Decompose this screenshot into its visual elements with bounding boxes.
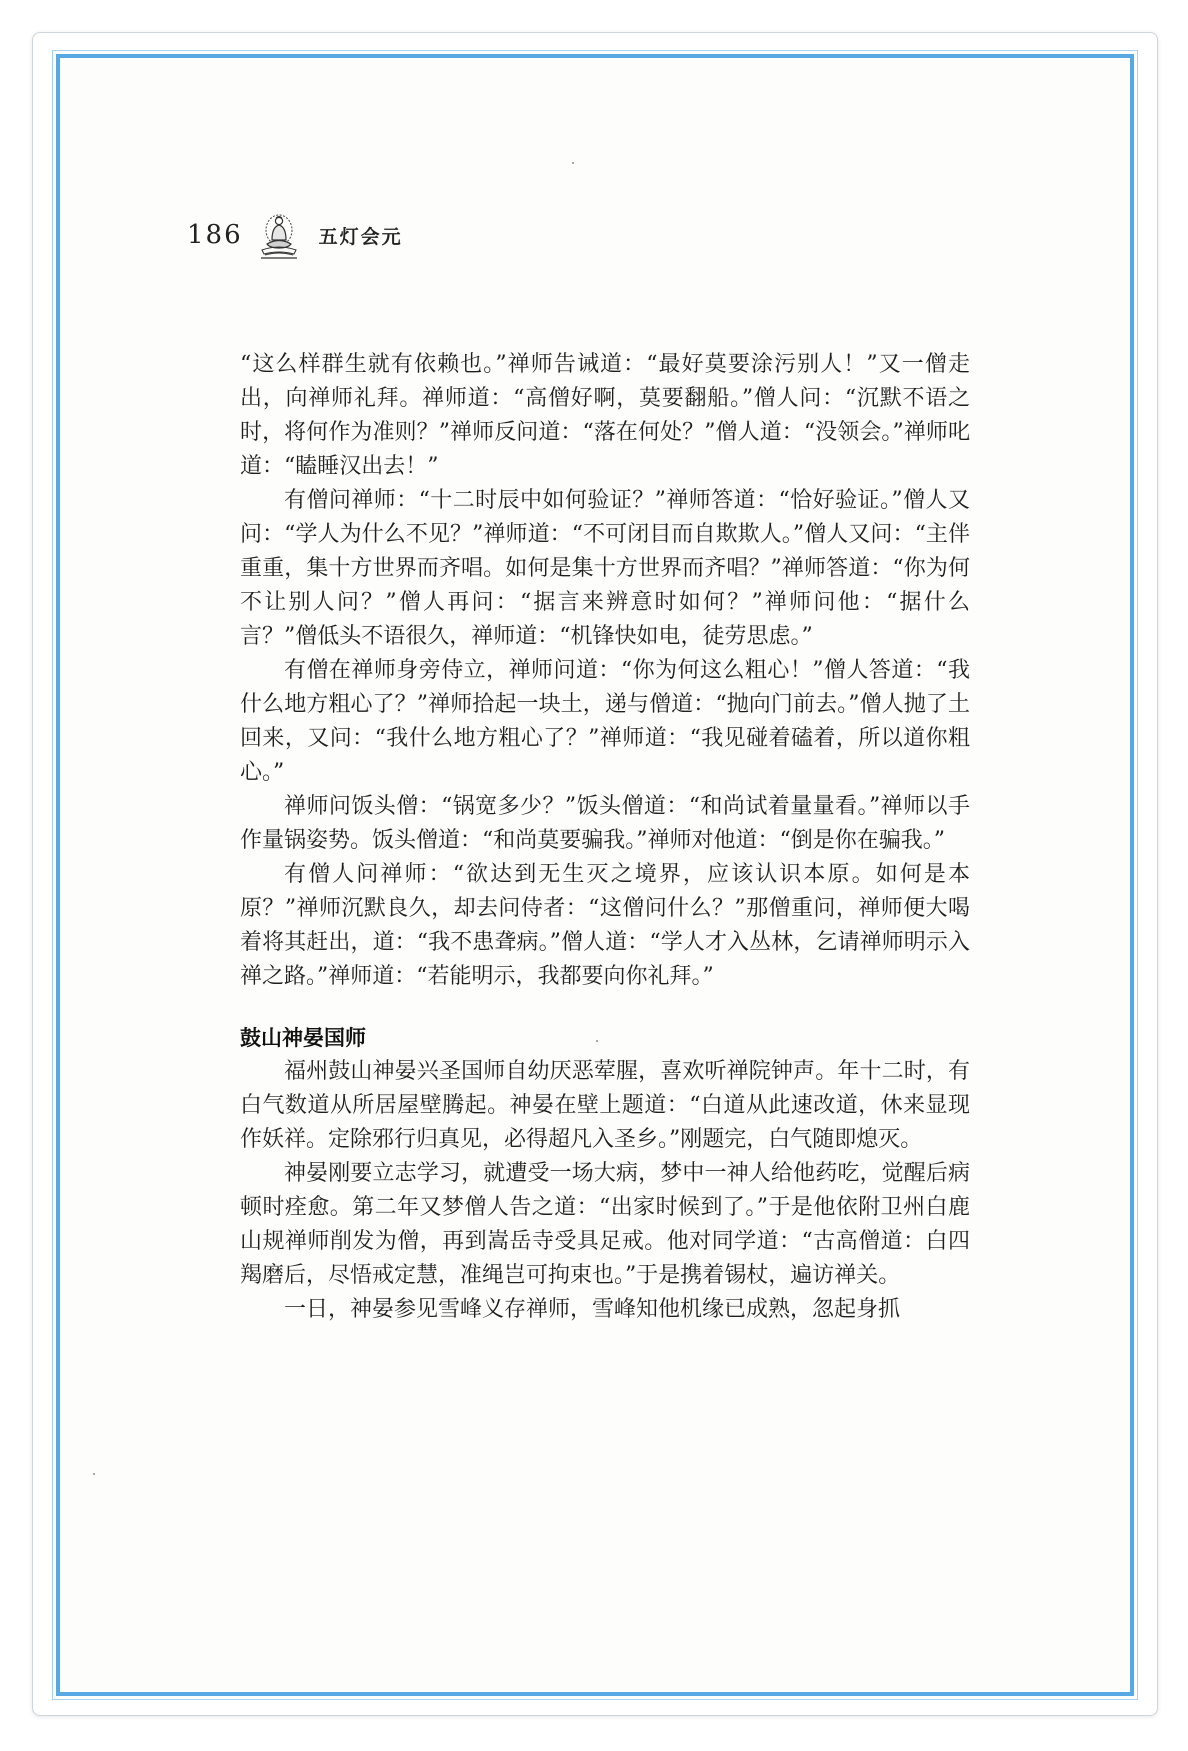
- paragraph: 有僧人问禅师：“欲达到无生灭之境界，应该认识本原。如何是本原？”禅师沉默良久，却去问侍者：“这僧问什么？”那僧重问，禅师便大喝着将其赶出，道：“我不患聋病。”僧人道：“学人才入丛林，乞请禅师明示入禅之路。”禅师道：“若能明示，我都要向你礼拜。”: [240, 862, 970, 989]
- paragraph: “这么样群生就有依赖也。”禅师告诫道：“最好莫要涂污别人！”又一僧走出，向禅师礼拜。禅师道：“高僧好啊，莫要翻船。”僧人问：“沉默不语之时，将何作为准则？”禅师反问道：“落在何处？”僧人道：“没领会。”禅师叱道：“瞌睡汉出去！”: [240, 352, 970, 479]
- book-title: 五灯会元: [318, 225, 403, 248]
- buddha-icon: [257, 210, 301, 260]
- running-head: [187, 205, 403, 265]
- section-heading: 鼓山神晏国师: [240, 1026, 366, 1050]
- paragraph: 禅师问饭头僧：“锅宽多少？”饭头僧道：“和尚试着量量看。”禅师以手作量锅姿势。饭头僧道：“和尚莫要骗我。”禅师对他道：“倒是你在骗我。”: [240, 794, 970, 853]
- paragraph: 神晏刚要立志学习，就遭受一场大病，梦中一神人给他药吃，觉醒后病顿时痊愈。第二年又梦僧人告之道：“出家时候到了。”于是他依附卫州白鹿山规禅师削发为僧，再到嵩岳寺受具足戒。他对同学道：“古高僧道：白四羯磨后，尽悟戒定慧，准绳岂可拘束也。”于是携着锡杖，遍访禅关。: [240, 1161, 970, 1288]
- scan-speck: [572, 162, 574, 164]
- body-text: [240, 348, 970, 1327]
- paragraph: 一日，神晏参见雪峰义存禅师，雪峰知他机缘已成熟，忽起身抓: [284, 1297, 901, 1322]
- page-number: 186: [187, 220, 243, 250]
- paragraph: 有僧问禅师：“十二时辰中如何验证？”禅师答道：“恰好验证。”僧人又问：“学人为什么不见？”禅师道：“不可闭目而自欺欺人。”僧人又问：“主伴重重，集十方世界而齐唱。如何是集十方世界而齐唱？”禅师答道：“你为何不让别人问？”僧人再问：“据言来辨意时如何？”禅师问他：“据什么言？”僧低头不语很久，禅师道：“机锋快如电，徒劳思虑。”: [240, 488, 970, 649]
- paragraph: 有僧在禅师身旁侍立，禅师问道：“你为何这么粗心！”僧人答道：“我什么地方粗心了？”禅师拾起一块土，递与僧道：“抛向门前去。”僧人抛了土回来，又问：“我什么地方粗心了？”禅师道：“我见碰着磕着，所以道你粗心。”: [240, 658, 970, 785]
- paragraph: 福州鼓山神晏兴圣国师自幼厌恶荤腥，喜欢听禅院钟声。年十二时，有白气数道从所居屋壁腾起。神晏在壁上题道：“白道从此速改道，休来显现作妖祥。定除邪行归真见，必得超凡入圣乡。”刚题完，白气随即熄灭。: [240, 1059, 970, 1152]
- scan-speck: [93, 1473, 95, 1475]
